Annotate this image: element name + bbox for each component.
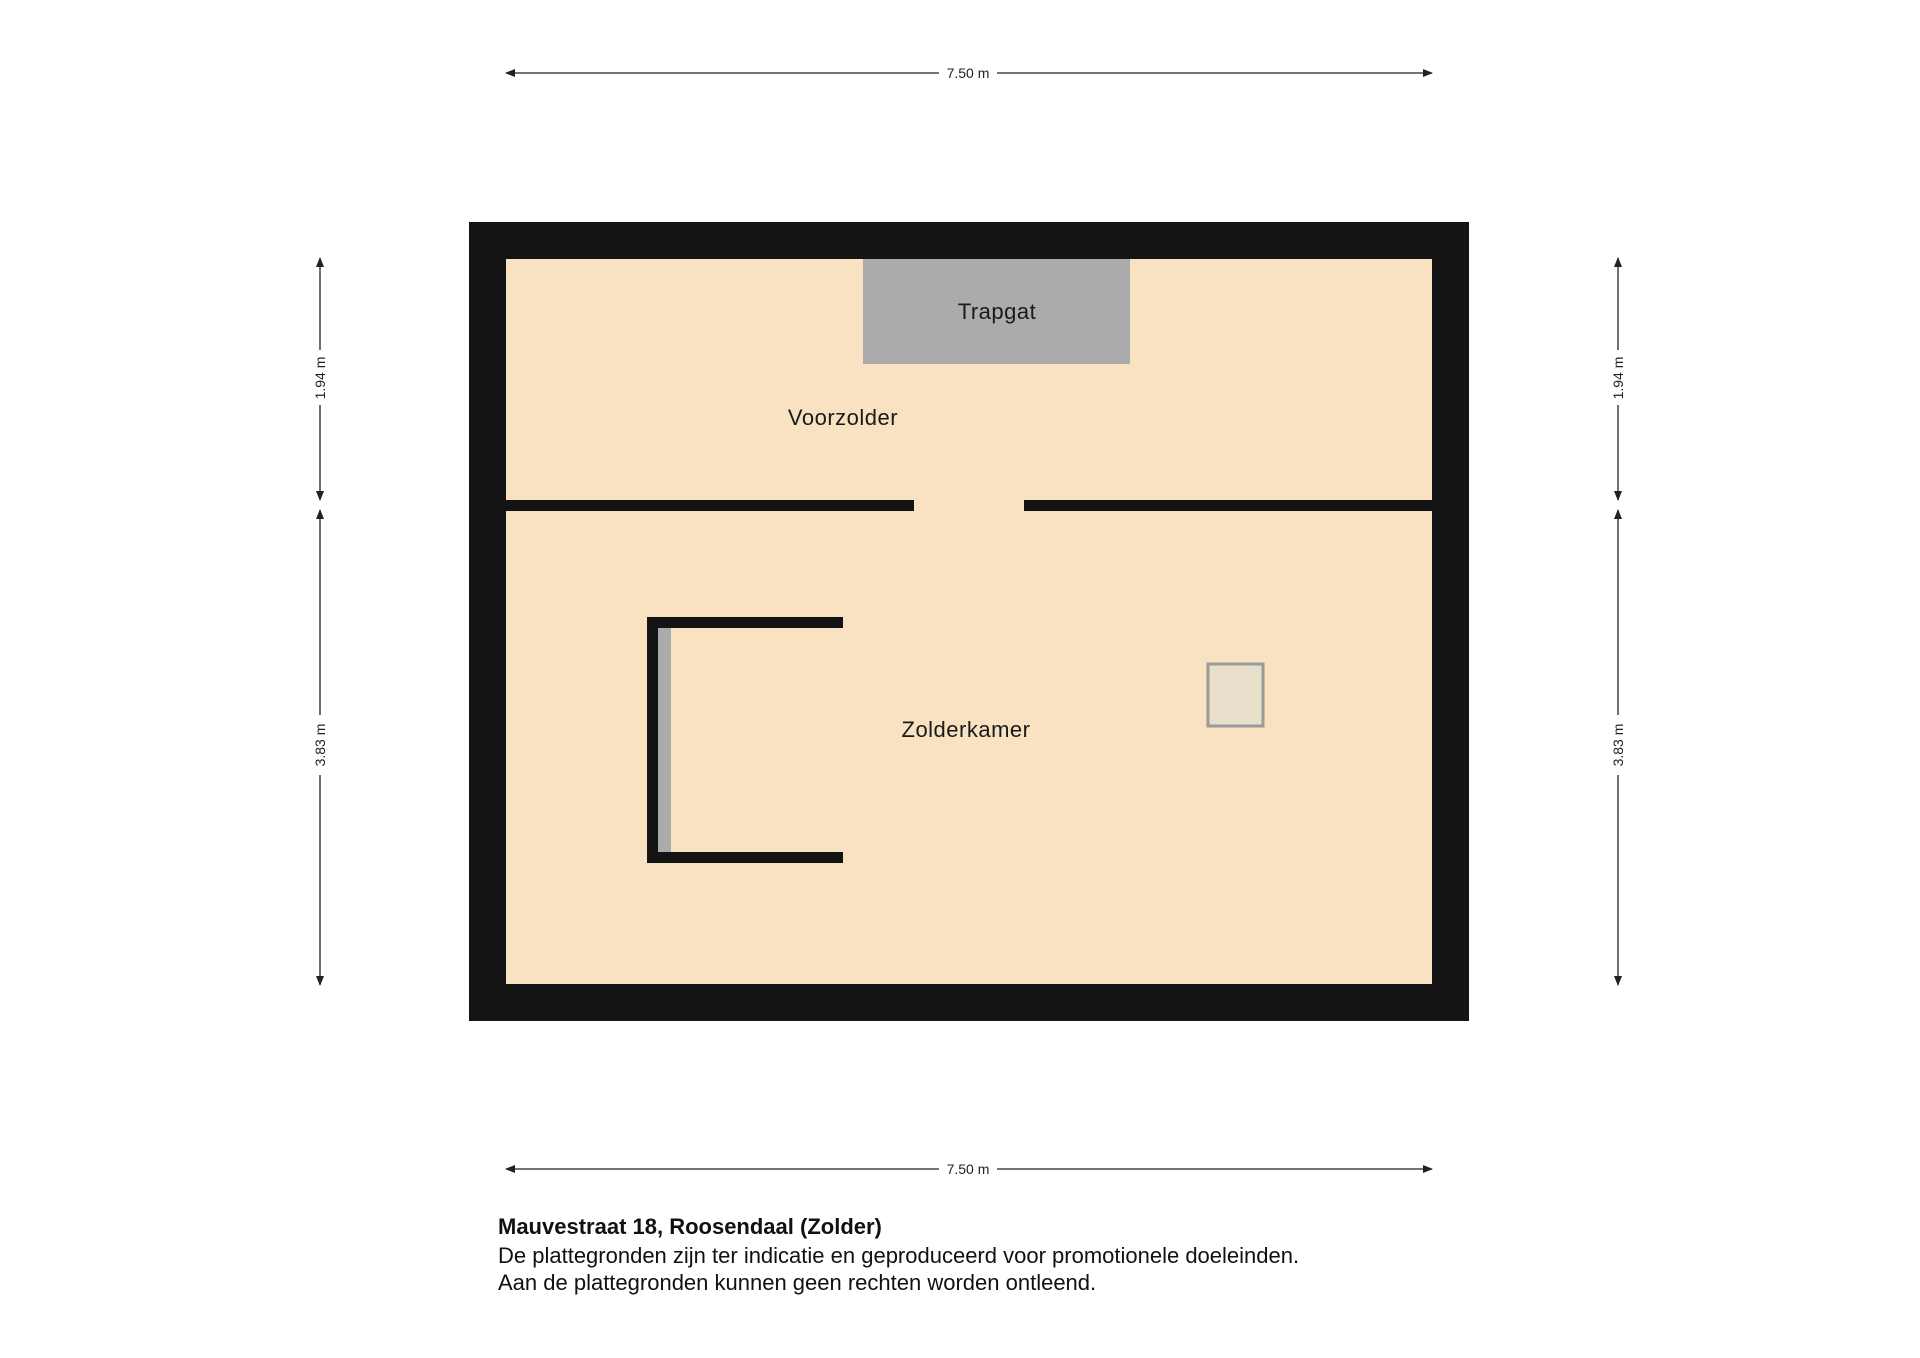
divider-wall-right — [1024, 500, 1432, 511]
dimension-right-upper — [1610, 258, 1626, 500]
divider-wall-left — [506, 500, 914, 511]
dimension-left-upper-label: 1.94 m — [312, 356, 328, 400]
dimension-left-lower — [312, 510, 328, 985]
dimension-bottom-label: 7.50 m — [946, 1161, 990, 1177]
front-attic-label: Voorzolder — [787, 405, 899, 430]
dimension-top — [506, 65, 1432, 81]
cabinet-wall-left — [647, 617, 658, 863]
cabinet-wall-top — [647, 617, 843, 628]
stairwell-label: Trapgat — [957, 299, 1037, 324]
skylight — [1208, 664, 1263, 726]
cabinet-back-shade — [658, 628, 671, 856]
plan-title: Mauvestraat 18, Roosendaal (Zolder) — [498, 1214, 882, 1239]
dimension-top-label: 7.50 m — [946, 65, 990, 81]
floor-area — [506, 259, 1432, 984]
dimension-left-lower-label: 3.83 m — [312, 723, 328, 767]
attic-room-label: Zolderkamer — [901, 717, 1031, 742]
dimension-bottom — [506, 1161, 1432, 1177]
dimension-right-lower-label: 3.83 m — [1610, 723, 1626, 767]
cabinet-wall-bottom — [647, 852, 843, 863]
plan-caption — [498, 1212, 1299, 1296]
dimension-left-upper — [312, 258, 328, 500]
dimension-right-lower — [1610, 510, 1626, 985]
disclaimer-line-2: Aan de plattegronden kunnen geen rechten worden ontleend. — [498, 1270, 1097, 1295]
disclaimer-line-1: De plattegronden zijn ter indicatie en geproduceerd voor promotionele doeleinden. — [498, 1243, 1300, 1268]
dimension-right-upper-label: 1.94 m — [1610, 356, 1626, 400]
